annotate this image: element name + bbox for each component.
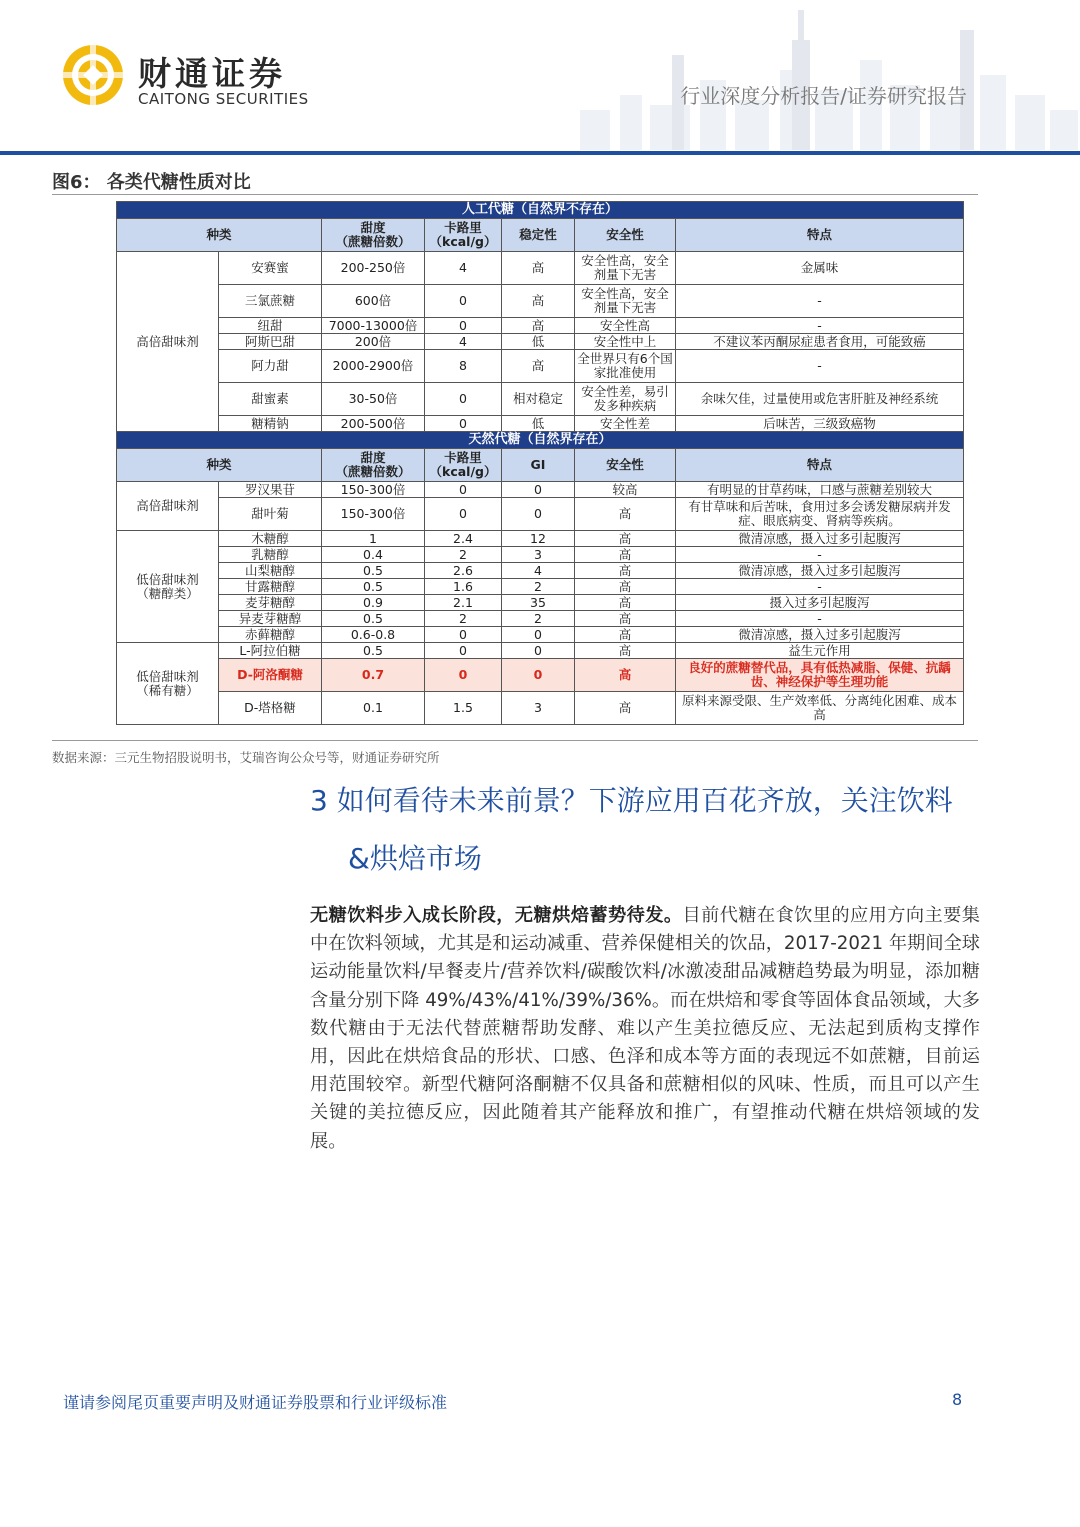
safety-cell: 高: [575, 643, 676, 659]
group-label: 低倍甜味剂 （稀有糖）: [117, 643, 219, 725]
header-cell: 甜度 （蔗糖倍数）: [322, 219, 425, 252]
gi-cell: 0: [502, 482, 575, 498]
table-bottom-rule: [52, 740, 978, 741]
feature-cell: -: [676, 611, 964, 627]
feature-cell: 余味欠佳，过量使用或危害肝脏及神经系统: [676, 383, 964, 416]
feature-cell: 摄入过多引起腹泻: [676, 595, 964, 611]
header-cell: 甜度 （蔗糖倍数）: [322, 449, 425, 482]
sweetener-name: 甜叶菊: [219, 498, 322, 531]
feature-cell: 益生元作用: [676, 643, 964, 659]
calorie-cell: 1.5: [425, 692, 502, 725]
sweetener-name: 甜蜜素: [219, 383, 322, 416]
table-row: [117, 595, 964, 611]
table-row: [117, 563, 964, 579]
feature-cell: 微清凉感，摄入过多引起腹泻: [676, 627, 964, 643]
sweetness-cell: 150-300倍: [322, 498, 425, 531]
table-row: [117, 285, 964, 318]
stability-cell: 相对稳定: [502, 383, 575, 416]
sweetness-cell: 150-300倍: [322, 482, 425, 498]
sweetener-name: 阿斯巴甜: [219, 334, 322, 350]
safety-cell: 高: [575, 579, 676, 595]
group-label: 低倍甜味剂 （糖醇类）: [117, 531, 219, 643]
header-cell: 特点: [676, 449, 964, 482]
sweetness-cell: 200-250倍: [322, 252, 425, 285]
feature-cell: 有甘草味和后苦味，食用过多会诱发糖尿病并发症、眼底病变、肾病等疾病。: [676, 498, 964, 531]
feature-cell: 良好的蔗糖替代品，具有低热减脂、保健、抗龋齿、神经保护等生理功能: [676, 659, 964, 692]
band-natural: 天然代糖（自然界存在）: [117, 432, 964, 449]
sweetness-cell: 7000-13000倍: [322, 318, 425, 334]
caitong-logo-icon: [60, 42, 126, 108]
safety-cell: 高: [575, 692, 676, 725]
band-artificial: 人工代糖（自然界不存在）: [117, 202, 964, 219]
calorie-cell: 0: [425, 482, 502, 498]
header-cell: 安全性: [575, 219, 676, 252]
stability-cell: 高: [502, 350, 575, 383]
gi-cell: 0: [502, 498, 575, 531]
sweetener-name: D-塔格糖: [219, 692, 322, 725]
feature-cell: -: [676, 579, 964, 595]
calorie-cell: 0: [425, 383, 502, 416]
calorie-cell: 2: [425, 547, 502, 563]
paragraph-lead: 无糖饮料步入成长阶段，无糖烘焙蓄势待发。: [310, 905, 683, 926]
header-divider: [0, 151, 1080, 155]
gi-cell: 2: [502, 611, 575, 627]
header-cell: 安全性: [575, 449, 676, 482]
gi-cell: 4: [502, 563, 575, 579]
sweetener-name: 木糖醇: [219, 531, 322, 547]
feature-cell: -: [676, 547, 964, 563]
calorie-cell: 4: [425, 252, 502, 285]
sweetness-cell: 0.7: [322, 659, 425, 692]
safety-cell: 较高: [575, 482, 676, 498]
safety-cell: 安全性中上: [575, 334, 676, 350]
header-row: [117, 219, 964, 252]
feature-cell: 后味苦，三级致癌物: [676, 416, 964, 432]
header-cell: 卡路里 （kcal/g）: [425, 219, 502, 252]
sweetener-name: 阿力甜: [219, 350, 322, 383]
feature-cell: 有明显的甘草药味，口感与蔗糖差别较大: [676, 482, 964, 498]
sweetness-cell: 0.5: [322, 611, 425, 627]
table-row: [117, 498, 964, 531]
table-row: [117, 531, 964, 547]
calorie-cell: 2.4: [425, 531, 502, 547]
calorie-cell: 0: [425, 659, 502, 692]
calorie-cell: 0: [425, 498, 502, 531]
band-row: [117, 202, 964, 219]
gi-cell: 0: [502, 643, 575, 659]
brand-name-cn: 财通证券: [138, 54, 286, 93]
page-header: [0, 0, 1080, 156]
feature-cell: -: [676, 350, 964, 383]
safety-cell: 全世界只有6个国家批准使用: [575, 350, 676, 383]
gi-cell: 3: [502, 692, 575, 725]
feature-cell: 不建议苯丙酮尿症患者食用，可能致癌: [676, 334, 964, 350]
calorie-cell: 0: [425, 318, 502, 334]
sweetness-cell: 0.4: [322, 547, 425, 563]
safety-cell: 安全性差: [575, 416, 676, 432]
table-row: [117, 318, 964, 334]
safety-cell: 高: [575, 563, 676, 579]
feature-cell: 微清凉感，摄入过多引起腹泻: [676, 531, 964, 547]
stability-cell: 高: [502, 252, 575, 285]
sweetness-cell: 30-50倍: [322, 383, 425, 416]
safety-cell: 高: [575, 531, 676, 547]
safety-cell: 高: [575, 595, 676, 611]
calorie-cell: 0: [425, 643, 502, 659]
sweetness-cell: 2000-2900倍: [322, 350, 425, 383]
safety-cell: 高: [575, 659, 676, 692]
sweetness-cell: 200-500倍: [322, 416, 425, 432]
report-type-label: 行业深度分析报告/证券研究报告: [680, 84, 967, 108]
header-cell: 特点: [676, 219, 964, 252]
group-label: 高倍甜味剂: [117, 482, 219, 531]
gi-cell: 3: [502, 547, 575, 563]
sweetener-name: 麦芽糖醇: [219, 595, 322, 611]
sweetener-name: 安赛蜜: [219, 252, 322, 285]
gi-cell: 0: [502, 659, 575, 692]
gi-cell: 2: [502, 579, 575, 595]
sweetness-cell: 0.9: [322, 595, 425, 611]
sweetener-name: 异麦芽糖醇: [219, 611, 322, 627]
header-cell: 种类: [117, 449, 322, 482]
feature-cell: 原料来源受限、生产效率低、分离纯化困难、成本高: [676, 692, 964, 725]
footer-disclaimer: 谨请参阅尾页重要声明及财通证券股票和行业评级标准: [63, 1393, 448, 1412]
figure-title: 图6： 各类代糖性质对比: [52, 172, 251, 193]
brand-name-en: CAITONG SECURITIES: [138, 90, 309, 108]
city-skyline-watermark: [560, 0, 1080, 150]
sweetener-comparison-table: [116, 201, 963, 725]
comparison-table: [116, 201, 964, 725]
feature-cell: 金属味: [676, 252, 964, 285]
table-row: [117, 579, 964, 595]
paragraph-text: 目前代糖在食饮里的应用方向主要集中在饮料领域，尤其是和运动减重、营养保健相关的饮品，2017-2021 年期间全球运动能量饮料/早餐麦片/营养饮料/碳酸饮料/冰激凌甜品减糖趋势最为明显，添加糖含量分别下降 49%/43%/41%/39%/36%。而在烘焙和零食等固体食品领域，大多数代糖由于无法代替蔗糖帮助发酵、难以产生美拉德反应、无法起到质构支撑作用，因此在烘焙食品的形状、口感、色泽和成本等方面的表现远不如蔗糖，目前运用范围较窄。新型代糖阿洛酮糖不仅具备和蔗糖相似的风味、性质，而且可以产生关键的美拉德反应，因此随着其产能释放和推广，有望推动代糖在烘焙领域的发展。: [310, 905, 980, 1152]
sweetener-name: 罗汉果苷: [219, 482, 322, 498]
calorie-cell: 0: [425, 416, 502, 432]
header-row: [117, 449, 964, 482]
stability-cell: 低: [502, 334, 575, 350]
table-row: [117, 692, 964, 725]
sweetness-cell: 600倍: [322, 285, 425, 318]
safety-cell: 安全性高，安全剂量下无害: [575, 285, 676, 318]
gi-cell: 12: [502, 531, 575, 547]
sweetener-name: 赤藓糖醇: [219, 627, 322, 643]
sweetness-cell: 0.5: [322, 579, 425, 595]
sweetness-cell: 200倍: [322, 334, 425, 350]
feature-cell: -: [676, 318, 964, 334]
calorie-cell: 2: [425, 611, 502, 627]
header-cell: GI: [502, 449, 575, 482]
sweetness-cell: 0.1: [322, 692, 425, 725]
sweetener-name: 糖精钠: [219, 416, 322, 432]
section-heading-line2: &烘焙市场: [348, 842, 482, 875]
table-row: [117, 350, 964, 383]
header-cell: 种类: [117, 219, 322, 252]
group-label: 高倍甜味剂: [117, 252, 219, 432]
calorie-cell: 0: [425, 285, 502, 318]
calorie-cell: 1.6: [425, 579, 502, 595]
sweetness-cell: 1: [322, 531, 425, 547]
page-number: 8: [952, 1390, 963, 1409]
table-row: [117, 416, 964, 432]
header-cell: 稳定性: [502, 219, 575, 252]
safety-cell: 高: [575, 611, 676, 627]
calorie-cell: 4: [425, 334, 502, 350]
body-paragraph: [310, 902, 980, 1156]
safety-cell: 安全性差，易引发多种疾病: [575, 383, 676, 416]
header-cell: 卡路里 （kcal/g）: [425, 449, 502, 482]
sweetness-cell: 0.6-0.8: [322, 627, 425, 643]
calorie-cell: 2.6: [425, 563, 502, 579]
sweetness-cell: 0.5: [322, 643, 425, 659]
section-heading: [310, 772, 990, 888]
table-row: [117, 252, 964, 285]
table-row: [117, 383, 964, 416]
gi-cell: 35: [502, 595, 575, 611]
calorie-cell: 2.1: [425, 595, 502, 611]
sweetener-name: 甘露糖醇: [219, 579, 322, 595]
calorie-cell: 8: [425, 350, 502, 383]
figure-title-rule: [52, 194, 978, 195]
sweetener-name: 纽甜: [219, 318, 322, 334]
stability-cell: 低: [502, 416, 575, 432]
gi-cell: 0: [502, 627, 575, 643]
safety-cell: 高: [575, 547, 676, 563]
sweetener-name: 乳糖醇: [219, 547, 322, 563]
sweetener-name: 山梨糖醇: [219, 563, 322, 579]
table-row: [117, 334, 964, 350]
section-heading-line1: 3 如何看待未来前景？下游应用百花齐放，关注饮料: [310, 784, 953, 817]
table-row: [117, 482, 964, 498]
table-row: [117, 627, 964, 643]
safety-cell: 安全性高，安全剂量下无害: [575, 252, 676, 285]
table-row: [117, 611, 964, 627]
data-source: 数据来源：三元生物招股说明书，艾瑞咨询公众号等，财通证券研究所: [52, 750, 440, 765]
stability-cell: 高: [502, 285, 575, 318]
table-row: [117, 547, 964, 563]
safety-cell: 高: [575, 627, 676, 643]
feature-cell: -: [676, 285, 964, 318]
sweetener-name: 三氯蔗糖: [219, 285, 322, 318]
stability-cell: 高: [502, 318, 575, 334]
feature-cell: 微清凉感，摄入过多引起腹泻: [676, 563, 964, 579]
safety-cell: 安全性高: [575, 318, 676, 334]
sweetness-cell: 0.5: [322, 563, 425, 579]
sweetener-name: L-阿拉伯糖: [219, 643, 322, 659]
table-row: [117, 643, 964, 659]
table-row: [117, 659, 964, 692]
band-row: [117, 432, 964, 449]
calorie-cell: 0: [425, 627, 502, 643]
safety-cell: 高: [575, 498, 676, 531]
sweetener-name: D-阿洛酮糖: [219, 659, 322, 692]
